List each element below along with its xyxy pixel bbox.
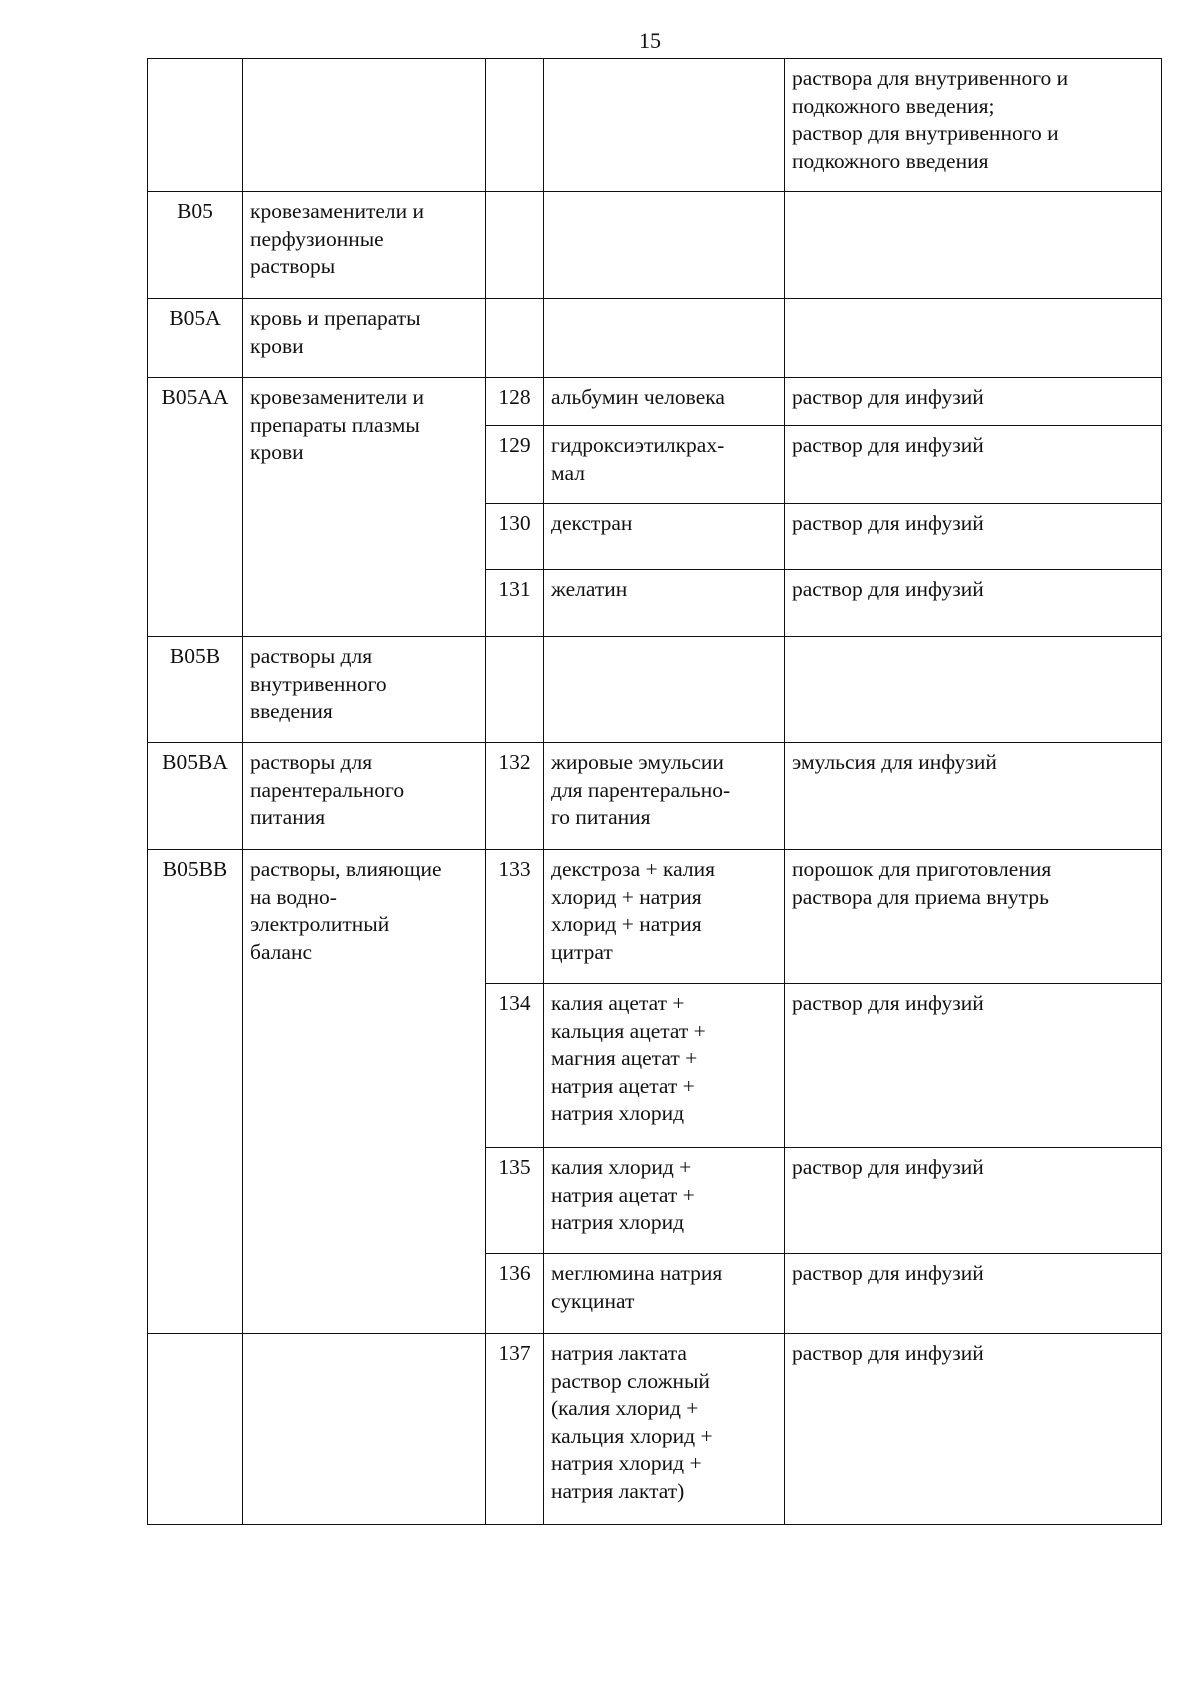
atc-code-cell: B05BA [148,743,243,850]
item-number-cell: 134 [486,984,544,1148]
item-number-cell [486,637,544,743]
item-number-cell: 129 [486,426,544,504]
item-number-cell: 136 [486,1254,544,1334]
drug-name-cell [544,59,785,192]
dosage-form-cell: раствор для инфузий [785,984,1162,1148]
group-name-cell [243,59,486,192]
table-row [148,59,1162,192]
table-row [148,850,1162,984]
dosage-form-cell [785,192,1162,299]
atc-code-cell: B05A [148,299,243,378]
drug-name-cell: гидроксиэтилкрах- мал [544,426,785,504]
drug-name-cell: жировые эмульсии для парентерально- го питания [544,743,785,850]
table-row [148,743,1162,850]
item-number-cell [486,59,544,192]
group-name-cell: кровь и препараты крови [243,299,486,378]
drug-name-cell: калия ацетат + кальция ацетат + магния ацетат + натрия ацетат + натрия хлорид [544,984,785,1148]
item-number-cell: 137 [486,1334,544,1525]
group-name-cell: кровезаменители и перфузионные растворы [243,192,486,299]
dosage-form-cell: порошок для приготовления раствора для приема внутрь [785,850,1162,984]
atc-code-cell: B05 [148,192,243,299]
drug-name-cell: меглюмина натрия сукцинат [544,1254,785,1334]
table-row [148,378,1162,426]
drug-name-cell: декстроза + калия хлорид + натрия хлорид + натрия цитрат [544,850,785,984]
drug-name-cell: калия хлорид + натрия ацетат + натрия хлорид [544,1148,785,1254]
table-row [148,637,1162,743]
item-number-cell: 130 [486,504,544,570]
dosage-form-cell: раствор для инфузий [785,426,1162,504]
atc-code-cell: B05B [148,637,243,743]
drug-name-cell: натрия лактата раствор сложный (калия хлорид + кальция хлорид + натрия хлорид + натрия лактат) [544,1334,785,1525]
table-row [148,1334,1162,1525]
atc-code-cell [148,1334,243,1525]
dosage-form-cell: раствор для инфузий [785,570,1162,637]
drug-name-cell: декстран [544,504,785,570]
dosage-form-cell: раствор для инфузий [785,1148,1162,1254]
item-number-cell: 133 [486,850,544,984]
group-name-cell: кровезаменители и препараты плазмы крови [243,378,486,637]
dosage-form-cell: раствор для инфузий [785,378,1162,426]
dosage-form-cell: раствор для инфузий [785,1254,1162,1334]
dosage-form-cell: раствора для внутривенного и подкожного введения; раствор для внутривенного и подкожного введения [785,59,1162,192]
item-number-cell [486,299,544,378]
table-row [148,299,1162,378]
item-number-cell: 135 [486,1148,544,1254]
dosage-form-cell [785,299,1162,378]
atc-code-cell: B05BB [148,850,243,1334]
atc-code-cell: B05AA [148,378,243,637]
group-name-cell [243,1334,486,1525]
table-row [148,192,1162,299]
dosage-form-cell: эмульсия для инфузий [785,743,1162,850]
item-number-cell [486,192,544,299]
dosage-form-cell: раствор для инфузий [785,1334,1162,1525]
group-name-cell: растворы для парентерального питания [243,743,486,850]
dosage-form-cell [785,637,1162,743]
item-number-cell: 128 [486,378,544,426]
group-name-cell: растворы, влияющие на водно- электролитный баланс [243,850,486,1334]
drug-name-cell: желатин [544,570,785,637]
drug-name-cell: альбумин человека [544,378,785,426]
drug-name-cell [544,637,785,743]
item-number-cell: 132 [486,743,544,850]
drug-name-cell [544,299,785,378]
group-name-cell: растворы для внутривенного введения [243,637,486,743]
drug-table [147,58,1162,1525]
page-number: 15 [639,28,661,53]
drug-name-cell [544,192,785,299]
atc-code-cell [148,59,243,192]
item-number-cell: 131 [486,570,544,637]
dosage-form-cell: раствор для инфузий [785,504,1162,570]
